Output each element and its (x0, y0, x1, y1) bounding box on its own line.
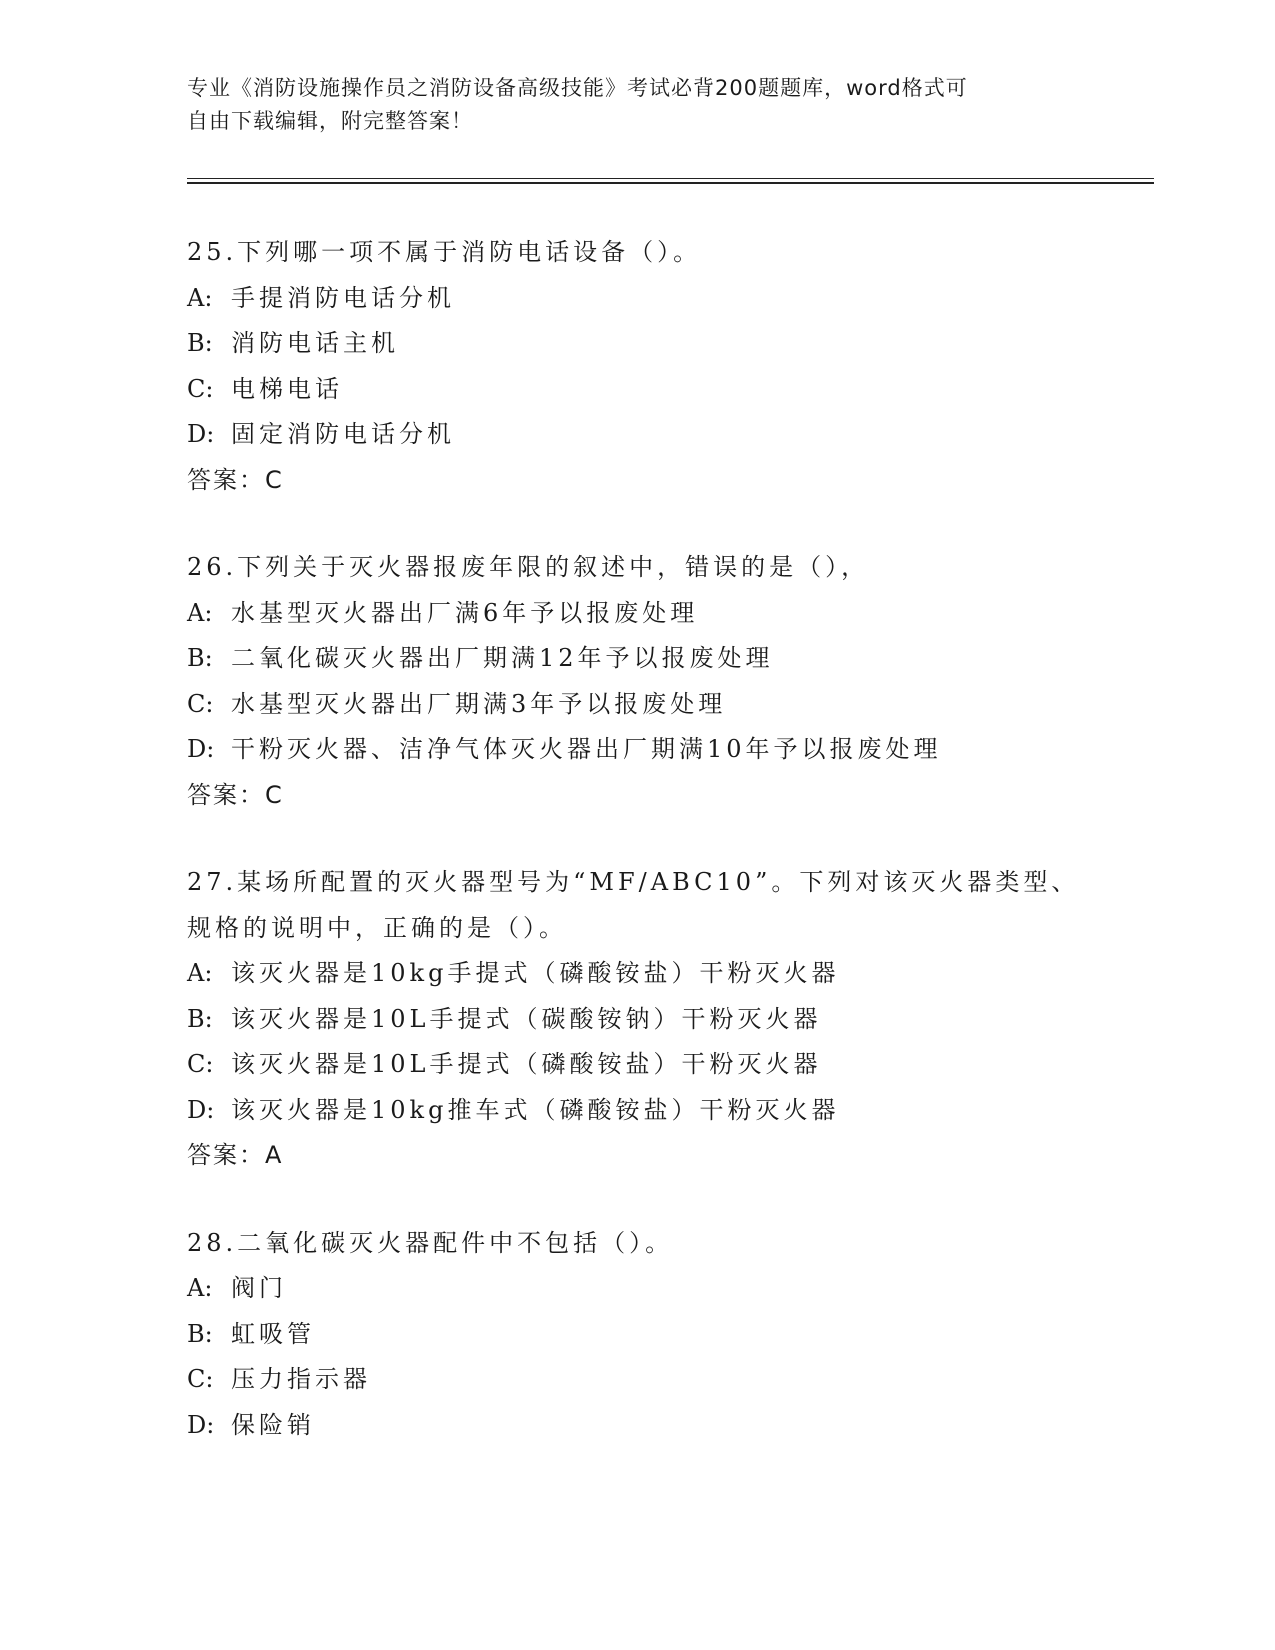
question-block (187, 545, 1147, 818)
option-letter: B: (187, 329, 213, 357)
question-stem: 26.下列关于灭火器报废年限的叙述中，错误的是（）， (187, 553, 870, 581)
answer-option (187, 1357, 1147, 1403)
answer-option (187, 591, 1147, 637)
answer-option (187, 321, 1147, 367)
header-line-1: 专业《消防设施操作员之消防设备高级技能》考试必背200题题库，word格式可 (187, 76, 968, 100)
answer-option (187, 1088, 1147, 1134)
answer-key: 答案：C (187, 780, 284, 809)
answer-option (187, 997, 1147, 1043)
answer-option (187, 412, 1147, 458)
option-text: 水基型灭火器出厂期满3年予以报废处理 (231, 689, 727, 718)
option-letter: A: (187, 283, 213, 312)
header-divider-thick (187, 182, 1154, 184)
option-text: 该灭火器是10L手提式（磷酸铵盐）干粉灭火器 (231, 1050, 822, 1078)
question-block (187, 860, 1147, 1179)
question-list (187, 230, 1147, 1490)
option-text: 水基型灭火器出厂满6年予以报废处理 (231, 598, 699, 627)
option-text: 手提消防电话分机 (231, 283, 455, 312)
option-text: 干粉灭火器、洁净气体灭火器出厂期满10年予以报废处理 (231, 735, 942, 763)
option-letter: C: (187, 1050, 214, 1078)
option-letter: C: (187, 374, 214, 403)
answer-option (187, 951, 1147, 997)
option-text: 该灭火器是10kg推车式（磷酸铵盐）干粉灭火器 (231, 1095, 840, 1124)
option-letter: D: (187, 420, 215, 448)
option-letter: C: (187, 1365, 214, 1393)
option-text: 保险销 (231, 1410, 315, 1439)
option-letter: D: (187, 735, 215, 763)
header-line-2: 自由下载编辑，附完整答案！ (187, 109, 473, 133)
answer-key: 答案：C (187, 465, 284, 494)
answer-option (187, 727, 1147, 773)
question-stem: 28.二氧化碳灭火器配件中不包括（）。 (187, 1228, 674, 1257)
option-text: 该灭火器是10L手提式（碳酸铵钠）干粉灭火器 (231, 1004, 822, 1033)
answer-option (187, 1403, 1147, 1449)
question-stem: 规格的说明中，正确的是（）。 (187, 913, 567, 942)
option-text: 虹吸管 (231, 1319, 315, 1348)
answer-option (187, 636, 1147, 682)
option-letter: A: (187, 1274, 213, 1302)
option-letter: A: (187, 598, 213, 627)
option-text: 阀门 (231, 1274, 287, 1302)
option-text: 压力指示器 (231, 1365, 371, 1393)
option-letter: D: (187, 1095, 215, 1124)
option-text: 该灭火器是10kg手提式（磷酸铵盐）干粉灭火器 (231, 959, 840, 987)
option-text: 二氧化碳灭火器出厂期满12年予以报废处理 (231, 644, 774, 672)
option-letter: A: (187, 959, 213, 987)
answer-option (187, 367, 1147, 413)
answer-option (187, 1266, 1147, 1312)
question-stem: 27.某场所配置的灭火器型号为“MF/ABC10”。下列对该灭火器类型、 (187, 868, 1080, 896)
option-text: 消防电话主机 (231, 329, 399, 357)
answer-option (187, 1042, 1147, 1088)
option-letter: D: (187, 1410, 215, 1439)
answer-option (187, 276, 1147, 322)
option-letter: C: (187, 689, 214, 718)
option-letter: B: (187, 1004, 213, 1033)
option-letter: B: (187, 1319, 213, 1348)
option-text: 电梯电话 (231, 374, 343, 403)
answer-option (187, 1312, 1147, 1358)
answer-option (187, 682, 1147, 728)
header-divider-thin (187, 178, 1154, 179)
option-letter: B: (187, 644, 213, 672)
question-block (187, 1221, 1147, 1449)
document-header (187, 72, 1087, 138)
question-block (187, 230, 1147, 503)
answer-key: 答案：A (187, 1141, 284, 1169)
option-text: 固定消防电话分机 (231, 420, 455, 448)
question-stem: 25.下列哪一项不属于消防电话设备（）。 (187, 238, 702, 266)
